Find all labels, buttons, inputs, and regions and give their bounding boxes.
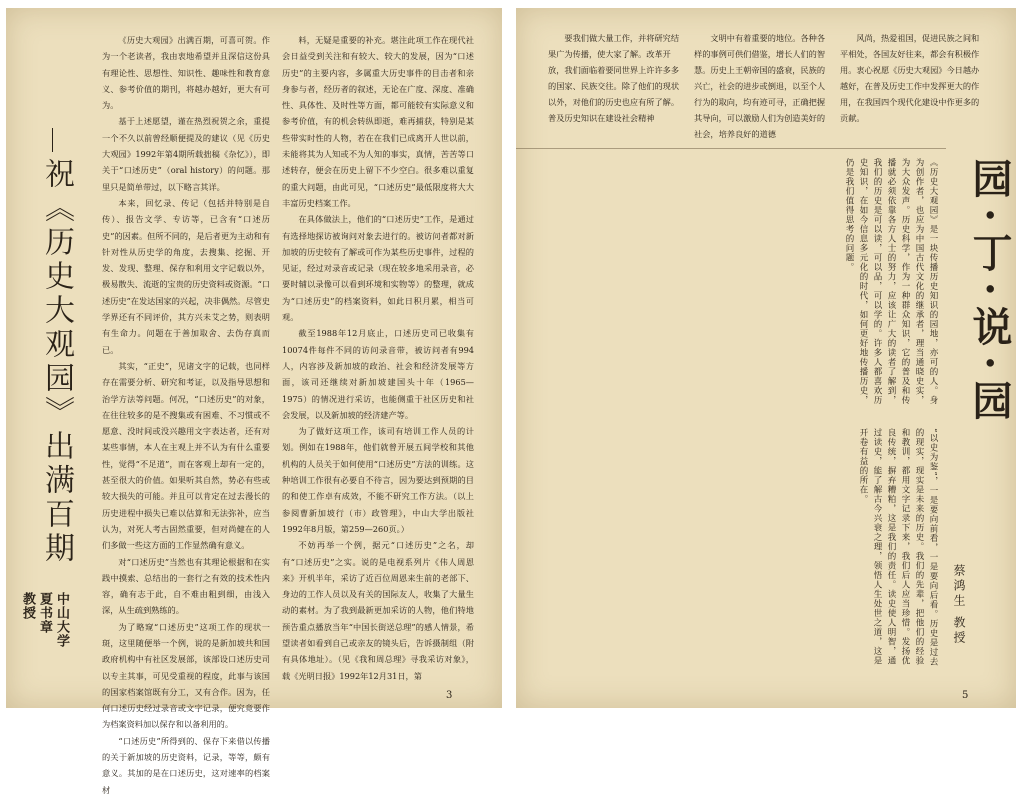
paragraph: 要我们做大量工作，并将研究结果广为传播，使大家了解。改革开放，我们面临着要同世界上许许多多的国家、民族交往。除了他们的现状以外，对他们的历史也应有所了解。普及历史知识在建设社会精神 xyxy=(548,33,680,123)
page-gutter xyxy=(502,0,516,714)
author-block xyxy=(20,592,69,648)
page-number: 5 xyxy=(962,690,969,701)
title-rule xyxy=(52,128,53,152)
article-title: 祝《历史大观园》出满百期 xyxy=(39,158,74,566)
paragraph: 风尚，热爱祖国，促进民族之间和平相处，各国友好往来，都会有积极作用。衷心祝愿《历史大观园》今日越办越好，在普及历史工作中发挥更大的作用，在我国四个现代化建设中作更多的贡献。 xyxy=(840,33,980,123)
paragraph: 文明中有着重要的地位。各种各样的事例可供们借鉴，增长人们的智慧。历史上王朝帝国的盛衰，民族的兴亡，社会的进步或倒退，以至个人行为的取向，均有迹可寻，正确把握其导向，可以激励人们为创造美好的社会，培养良好的道德 xyxy=(694,33,826,139)
paragraph: “口述历史”所得到的、保存下来借以传播的关于新加坡的历史资料，记录，等等，颇有意义。其加的是在口述历史，这对速率的档案材 xyxy=(102,735,270,795)
page-number: 3 xyxy=(446,690,453,701)
left-text-column-2 xyxy=(282,32,474,684)
vertical-title: 园·丁·说·园 xyxy=(966,158,1013,430)
paragraph: 料，无疑是重要的补充。堪注此项工作在现代社会日益受到关注和有较大、较大的发展，因为“口述历史”的主要内容，多属重大历史事件的目击者和亲身参与者，经历者的叙述，无论在广度、深度、准确性、具体性、及时性等方面，都可能较有实际意义和参考价值，有的机会转纵即逝，难再捕获，特别是某些带实时性的人物，若在在我们已成离开人世以前，未能将其为人知或不为人知的事实，真情，苦苦等口述转存，便会在历史上留下不少空白。很多难以重复的重大问题，由此可见，“口述历史”最低限度将大大丰富历史档案工作。 xyxy=(282,35,474,208)
paragraph: 对“口述历史”当然也有其理论根据和在实践中摸索、总结出的一套行之有效的技术性内容，确有志于此，自不难由粗到细，由浅入深，从生疏到熟练的。 xyxy=(102,556,270,616)
right-vertical-text-lower: “以史为鉴”，一是要向前看，一是要向后看。历史是过去的现实，现实是未来的历史。我们的先辈，把他们的经验和教训，都用文字记录下来，我们后人应当珍惜。发扬优良传统，摒弃糟粕，这是我们的责任。读史使人明智，通过读史，能了解古今兴衰之理，领悟人生处世之道，这是开卷有益的所在。 xyxy=(858,428,938,667)
right-top-column-3 xyxy=(840,30,980,126)
paragraph: 不妨再举一个例，据元“口述历史”之名，却有“口述历史”之实。说的是电视系列片《伟人周恩来》开机半年，采访了近百位周恩来生前的老部下、身边的工作人员以及有关的国际友人，收集了大量生动的素材。为了我到最新更加采访的人物，他们特地预告重点播放当年“中国长街送总理”的感人情景，希望读者如看到自己或亲友的镜头后，告诉摄制组（附有具体地址）。（见《我和周总理》寻我采访对象》，载《光明日报》1992年12月31日，第 xyxy=(282,540,474,681)
right-page xyxy=(516,8,1016,708)
section-divider xyxy=(516,148,946,149)
left-page xyxy=(6,8,502,795)
right-vertical-text-upper: 《历史大观园》是一块传播历史知识的园地，亦可的人。身为创作者，也应为中国古代文化的继承者，理当通晓史实，为大众发声。历史科学，作为一种群众知识，它的普及和传播就必须依靠各方人士的努力，应该让广大的读者了解到，我们的历史是可以读，可以品，可以学的。许多人都喜欢历史知识，在如今信息多元化的时代，如何更好地传播历史，仍是我们值得思考的问题。 xyxy=(844,158,938,405)
paragraph: 在具体做法上，他们的“口述历史”工作，是通过有选择地探访被询问对象去进行的。被访问者都对新加坡的历史较有了解或可作为某些历史事件，过程的见证，经过对录音或记录（现在较多地采用录音，必要时辅以录像可以看到环境和实物等）的整理，就成为“口述历史”的档案资料，如此日积月累，相当可观。 xyxy=(282,214,474,323)
author-name: 夏书章 xyxy=(37,592,52,634)
paragraph: 为了略窥“口述历史”这项工作的现状一斑，这里随便举一个例，说的是新加坡共和国政府机构中有社区发展部，该部设口述历史司以专主其事，可见受重视的程度，此事与该国的国家档案馆既有分工，又有合作。因为，任何口述历史经过录音或文字记录，便究竟要作为档案资料加以保存和以备利用的。 xyxy=(102,621,270,730)
author-title: 教授 xyxy=(20,592,35,620)
left-text-column-1 xyxy=(102,32,270,798)
paragraph: 截至1988年12月底止，口述历史司已收集有10074件每件不同的访问录音带，被访问者有994人，内容涉及新加坡的政治、社会和经济发展等方面，该司还继续对新加坡建国头十年（1965—1975）的情况进行采访，也能侧重于社区历史和社会发展，以及新加坡的经济建产等。 xyxy=(282,328,474,420)
author-org: 中山大学 xyxy=(54,592,69,648)
right-top-column-1 xyxy=(548,30,680,126)
paragraph: 为了做好这项工作，该司有培训工作人员的计划。例如在1988年，他们就曾开展五间学校和其他机构的人员关于如何使用“口述历史”方法的训练。这种培训工作很有必要自不待言，因为要达到预期的目的和使工作卓有成效，不能不研究工作方法。（以上参阅曹新加坡行（市）政管理》，中山大学出版社1992年8月版，第259—260页。） xyxy=(282,426,474,534)
paragraph: 本来，回忆录、传记（包括并特别是自传）、报告文学、专访等，已含有“口述历史”的因素。但所不同的，是后者更为主动和有针对性从历史学的角度，去搜集、挖掘、开发、发现、整理、保存和利用文字记载以外，极易散失、流逝的宝贵的历史资料或资源。“口述历史”在发达国家的兴起，决非偶然。尽管史学界还有不同评价，其方兴未艾之势，则表明有生命力。问题在于善加取舍、去伪存真而已。 xyxy=(102,197,270,355)
paragraph: 基于上述愿望，谨在热烈祝贺之余，重提一个不久以前曾经顺便提及的建议（见《历史大观园》1992年第4期所载拙稿《杂忆》），即关于“口述历史”（oral history）的问题。那里只是简单带过，以下略言其详。 xyxy=(102,116,270,192)
paragraph: 其实，“正史”，见诸文字的记载，也同样存在需要分析、研究和考证，以及指导思想和治学方法等问题。何况，“口述历史”的对象，在往往较多的是不搜集或有困难、不习惯或不愿意、没时间或没兴趣用文字表达者，还有对某些事情，本人在主观上并不认为有什么重要性，觉得“不足道”，而在客观上却有一定的，甚至很大的价值。如果听其自然，势必有些或较大损失的可能。并且可以肯定在过去漫长的历史进程中损失已难以估算和无法弥补，应当认为，对死人考古固然重要，但对尚健在的人们多做一些这方面的工作显然确有意义。 xyxy=(102,360,270,551)
vertical-author: 蔡鸿生 教授 xyxy=(952,564,966,646)
paragraph: 《历史大观园》出满百期，可喜可贺。作为一个老读者，我由衷地希望并且深信这份具有理论性、思想性、知识性、趣味性和教育意义、参考价值的期刊，将越办越好，更大有可为。 xyxy=(102,35,270,111)
right-top-column-2 xyxy=(694,30,826,142)
